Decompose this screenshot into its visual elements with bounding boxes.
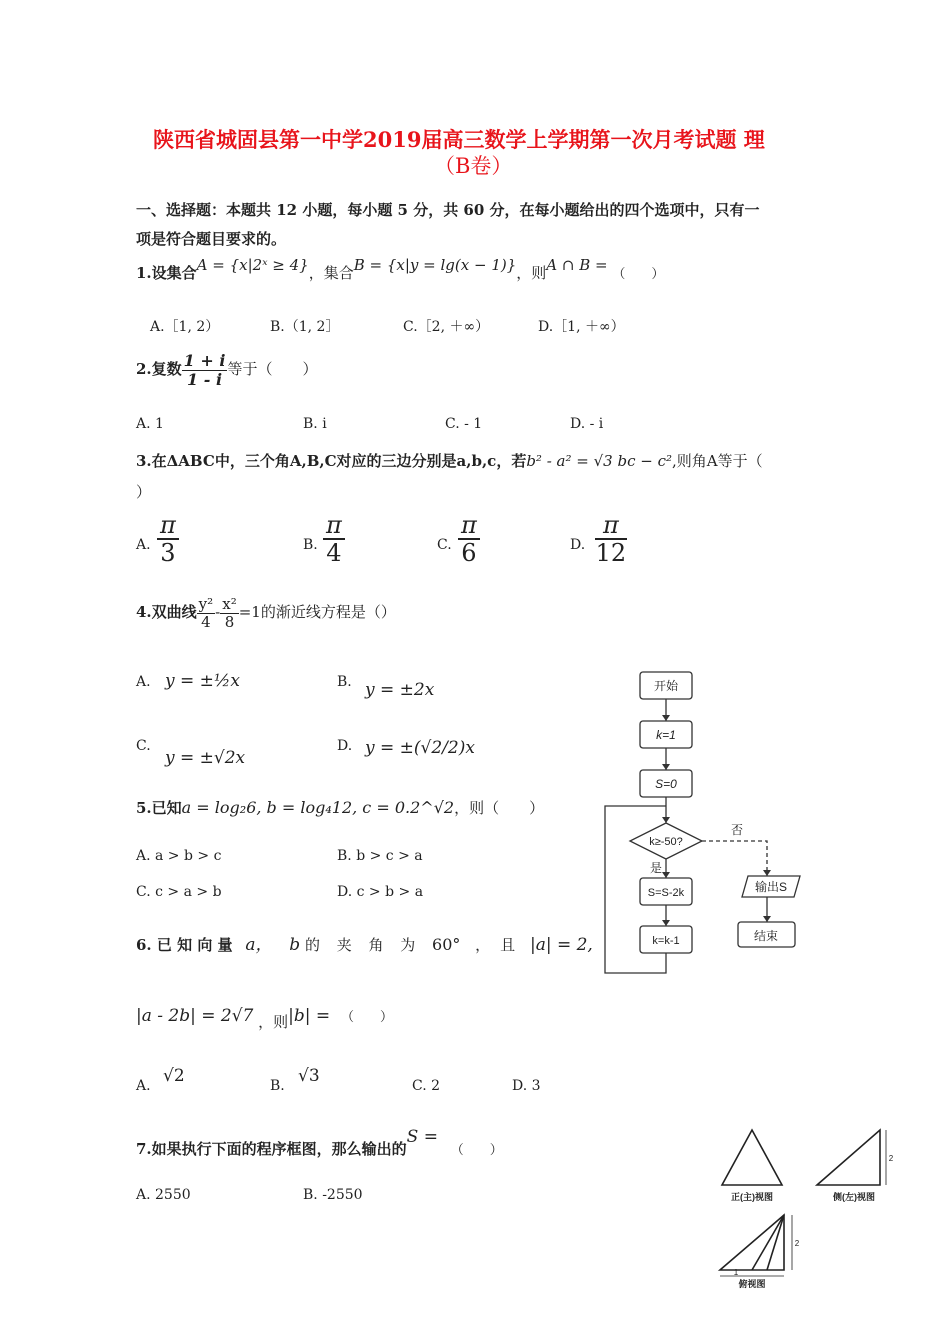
q2-option-d: D. - i bbox=[570, 416, 604, 432]
q4-frac-2 bbox=[220, 596, 238, 630]
top-view-triangle bbox=[720, 1215, 784, 1270]
front-view-label: 正(主)视图 bbox=[731, 1192, 773, 1202]
title-line-2: （B卷） bbox=[434, 154, 513, 178]
q4-frac-1 bbox=[197, 596, 216, 630]
q6-option-a-label: A. bbox=[136, 1078, 151, 1094]
flow-condition-text: k≥-50? bbox=[649, 836, 683, 848]
side-view-triangle bbox=[817, 1130, 880, 1185]
q4-option-c-label: C. bbox=[136, 738, 151, 754]
q6-norm-a: |a| = 2, bbox=[529, 935, 593, 955]
q2-numerator: 1 + i bbox=[183, 351, 226, 370]
q4-option-a-eq: y = ±½x bbox=[165, 671, 240, 691]
side-dim-2: 2 bbox=[888, 1154, 894, 1163]
question-3 bbox=[136, 450, 763, 471]
question-2 bbox=[136, 352, 317, 388]
top-view-label: 俯视图 bbox=[738, 1279, 766, 1289]
q3-c-num: π bbox=[458, 512, 480, 540]
q6-option-c: C. 2 bbox=[412, 1078, 441, 1094]
q6-norm-b: |b| = bbox=[288, 1006, 331, 1026]
q4-text-a: 4.双曲线 bbox=[136, 603, 197, 621]
q5-option-d: D. c > b > a bbox=[337, 884, 424, 900]
q4-minus: - bbox=[215, 603, 221, 621]
q1-text-b: ，集合 bbox=[308, 264, 354, 282]
q6-vector-a: a， bbox=[245, 935, 273, 955]
q6-option-d: D. 3 bbox=[512, 1078, 541, 1094]
q1-set-a: A = {x|2ˣ ≥ 4} bbox=[196, 256, 309, 274]
q3-b-den: 4 bbox=[326, 539, 342, 568]
q1-set-b: B = {x|y = lg(x − 1)} bbox=[353, 256, 517, 274]
q1-number: 1.设集合 bbox=[136, 264, 197, 282]
three-view-figure bbox=[712, 1125, 902, 1290]
flow-k-init-text: k=1 bbox=[656, 728, 676, 742]
q3-option-a-label: A. bbox=[136, 537, 151, 553]
q1-option-d: D.［1, ＋∞） bbox=[538, 319, 625, 335]
section-header-2: 项是符合题目要求的。 bbox=[136, 230, 287, 248]
flow-update-k-text: k=k-1 bbox=[652, 935, 680, 947]
side-view-label: 侧(左)视图 bbox=[833, 1192, 875, 1202]
q6-text-b: 的 夹 角 为 bbox=[304, 936, 422, 954]
q3-a-den: 3 bbox=[160, 539, 176, 568]
q6-angle: 60° bbox=[432, 935, 461, 954]
q1-text-c: ，则 bbox=[516, 264, 547, 282]
q3-text-c: ） bbox=[136, 483, 152, 501]
q2-fraction bbox=[182, 352, 228, 388]
question-4 bbox=[136, 596, 396, 630]
q3-option-b-fraction bbox=[323, 512, 345, 567]
q3-d-num: π bbox=[595, 512, 627, 540]
q1-option-a: A.［1, 2） bbox=[150, 319, 220, 335]
q6-text-d: ，则 bbox=[258, 1013, 289, 1031]
top-dim-2: 2 bbox=[794, 1239, 800, 1248]
q4-option-b-label: B. bbox=[337, 674, 352, 690]
q2-option-c: C. - 1 bbox=[445, 416, 483, 432]
q3-b-num: π bbox=[323, 512, 345, 540]
q2-option-a: A. 1 bbox=[136, 416, 164, 432]
q4-option-c-eq: y = ±√2x bbox=[165, 748, 246, 768]
q4-d2: 8 bbox=[224, 612, 235, 631]
q3-option-d-fraction bbox=[595, 512, 627, 567]
q1-paren: （ ） bbox=[612, 267, 665, 282]
q3-option-b-label: B. bbox=[303, 537, 318, 553]
q1-option-c: C.［2, ＋∞） bbox=[403, 319, 490, 335]
question-5 bbox=[136, 797, 544, 818]
q3-equation: b² - a² = √3 bc − c² bbox=[526, 452, 672, 470]
q4-d1: 4 bbox=[201, 612, 211, 631]
flow-no-label: 否 bbox=[730, 823, 744, 837]
q7-option-b: B. -2550 bbox=[303, 1187, 363, 1203]
q4-option-d-label: D. bbox=[337, 738, 353, 754]
q2-option-b: B. i bbox=[303, 416, 327, 432]
q3-a-num: π bbox=[157, 512, 179, 540]
q3-option-c-label: C. bbox=[437, 537, 452, 553]
front-view-triangle bbox=[722, 1130, 782, 1185]
q3-text-a: 3.在ΔABC中，三个角A,B,C对应的三边分别是a,b,c，若 bbox=[136, 452, 527, 470]
q2-text-b: 等于（ ） bbox=[227, 360, 318, 379]
q3-d-den: 12 bbox=[595, 539, 627, 568]
flow-update-s-text: S=S-2k bbox=[647, 887, 685, 899]
q5-text-b: ，则（ ） bbox=[454, 799, 545, 817]
q3-c-den: 6 bbox=[461, 539, 477, 568]
q6-option-a-val: √2 bbox=[163, 1066, 185, 1086]
q4-text-b: =1的渐近线方程是（） bbox=[238, 603, 396, 621]
q7-text-a: 7.如果执行下面的程序框图，那么输出的 bbox=[136, 1140, 407, 1158]
q7-paren: （ ） bbox=[450, 1143, 503, 1158]
q7-option-a: A. 2550 bbox=[136, 1187, 191, 1203]
q4-n2: x² bbox=[222, 595, 237, 613]
q3-option-c-fraction bbox=[458, 512, 480, 567]
q3-option-d-label: D. bbox=[570, 537, 586, 553]
flow-start-text: 开始 bbox=[653, 679, 679, 693]
q4-option-b-eq: y = ±2x bbox=[365, 680, 435, 700]
q6-vector-b: b bbox=[289, 935, 301, 955]
flowchart bbox=[600, 665, 805, 977]
flow-yes-label: 是 bbox=[649, 861, 663, 875]
question-1 bbox=[136, 256, 665, 283]
question-6 bbox=[136, 930, 593, 955]
top-dim-1: 1 bbox=[733, 1268, 739, 1277]
q3-option-a-fraction bbox=[157, 512, 179, 567]
q5-option-b: B. b > c > a bbox=[337, 848, 423, 864]
q2-number: 2.复数 bbox=[136, 360, 182, 379]
q1-expr: A ∩ B = bbox=[546, 256, 608, 274]
flow-s-init-text: S=0 bbox=[655, 777, 677, 791]
q5-option-a: A. a > b > c bbox=[136, 848, 222, 864]
q6-option-b-label: B. bbox=[270, 1078, 285, 1094]
q6-text-c: ，且 bbox=[475, 936, 526, 954]
q1-option-b: B.（1, 2］ bbox=[270, 319, 340, 335]
flow-output-text: 输出S bbox=[754, 880, 788, 894]
question-7 bbox=[136, 1127, 503, 1159]
title-line-1: 陕西省城固县第一中学2019届高三数学上学期第一次月考试题 理 bbox=[153, 127, 765, 152]
q7-s: S = bbox=[406, 1127, 438, 1147]
q2-denominator: 1 - i bbox=[187, 369, 223, 389]
q6-line-2 bbox=[136, 1005, 393, 1031]
q5-text-a: 5.已知 bbox=[136, 799, 182, 817]
flow-end-text: 结束 bbox=[753, 929, 779, 943]
q4-option-a-label: A. bbox=[136, 674, 151, 690]
q3-text-b: ,则角A等于（ bbox=[672, 452, 763, 470]
q5-expr: a = log₂6, b = log₄12, c = 0.2^√2 bbox=[181, 798, 455, 817]
section-header-1: 一、选择题：本题共 12 小题，每小题 5 分，共 60 分，在每小题给出的四个选项中，只有一 bbox=[136, 201, 760, 219]
q5-option-c: C. c > a > b bbox=[136, 884, 222, 900]
q6-text-a: 6. 已 知 向 量 bbox=[136, 936, 233, 954]
q6-paren: （ ） bbox=[340, 1010, 393, 1025]
q4-n1: y² bbox=[198, 595, 214, 613]
q4-option-d-eq: y = ±(√2/2)x bbox=[365, 738, 475, 758]
q6-line2-expr: |a - 2b| = 2√7 bbox=[136, 1006, 254, 1026]
q6-option-b-val: √3 bbox=[298, 1066, 320, 1086]
